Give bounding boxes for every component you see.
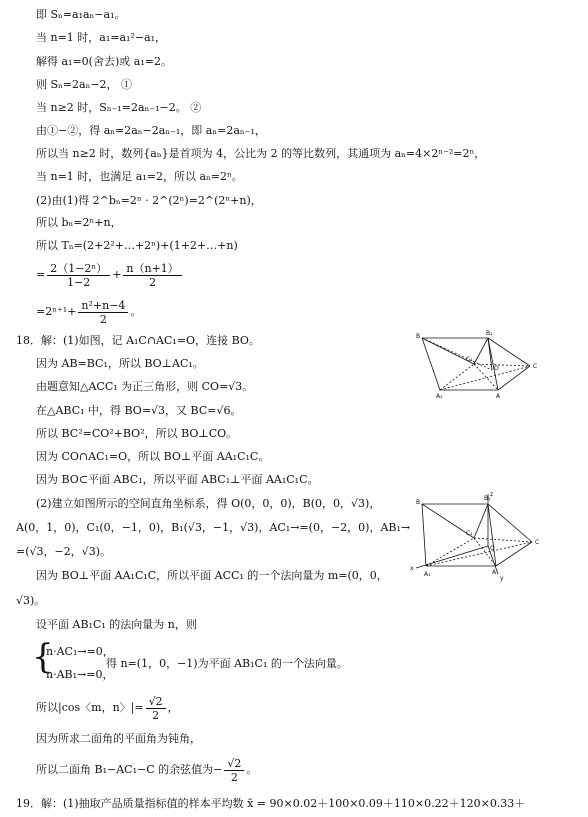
edge-b1-c [488,504,532,542]
axis-x [416,546,488,568]
vertex-label: O [490,545,495,552]
prism-figure-1 [410,328,550,400]
left-brace: { [32,637,54,677]
fraction-numerator: √2 [146,695,166,709]
text-line: 当 n≥2 时，Sₙ₋₁=2aₙ₋₁−2。 ② [36,101,202,114]
fraction-denominator: 1−2 [67,275,91,289]
axis-label: x [410,565,414,572]
formula-line [36,693,179,723]
vertex-label: B [416,333,421,340]
fraction-denominator: 2 [149,275,157,289]
equals-sign: = [36,268,46,281]
plus-sign: + [112,268,122,281]
equation-system-row: n·AB₁→=0， [46,668,114,681]
edge-b1-a [488,338,498,390]
equation-system-row: n·AC₁→=0， [46,645,114,658]
text-line: 由题意知△ACC₁ 为正三角形，则 CO=√3。 [36,380,254,393]
vertex-label: C₁ [466,356,473,363]
formula-line [36,260,184,290]
vertex-label: B₁ [486,330,493,337]
text-line: 即 Sₙ=a₁aₙ−a₁。 [36,8,126,21]
fraction-numerator: n²+n−4 [78,299,128,313]
vertex-label: C [533,363,538,370]
text-line: √3)。 [16,594,46,607]
text-line: 得 n=(1，0，−1)为平面 AB₁C₁ 的一个法向量。 [106,657,348,670]
text-line: 18．解：(1)如图，记 A₁C∩AC₁=O，连接 BO。 [16,334,260,347]
diag-a1-c [426,542,532,566]
fraction-numerator: n（n+1） [123,262,181,276]
vertex-label: B₁ [484,495,491,502]
vertex-label: B [416,499,421,506]
edge-a-c [496,542,532,566]
diag-a1-c [440,366,530,390]
axis-label: z [490,491,494,498]
text-line: =(√3，−2，√3)。 [16,545,112,558]
edge-a1-c1 [440,364,474,390]
fraction [47,262,110,289]
edge-a1-c1 [426,538,474,566]
text-line: (2)由(1)得 2^bₙ=2ⁿ · 2^(2ⁿ)=2^(2ⁿ+n)， [36,194,262,207]
fraction-denominator: 2 [99,312,107,326]
segment-b-o [422,338,492,370]
edge-b-a1 [422,504,426,566]
text-line: 因为 BO⊂平面 ABC₁，所以平面 ABC₁⊥平面 AA₁C₁C。 [36,473,319,486]
text-line: 所以当 n≥2 时，数列{aₙ}是首项为 4，公比为 2 的等比数列，其通项为 aₙ=4×2ⁿ⁻²=2ⁿ， [36,147,486,160]
text-line: 由①−②，得 aₙ=2aₙ−2aₙ₋₁，即 aₙ=2aₙ₋₁， [36,124,266,137]
fraction [224,757,244,784]
formula-text: ， [167,701,179,714]
fraction-numerator: √2 [224,757,244,771]
edge-c1-c [474,364,530,366]
formula-text: 所以二面角 B₁−AC₁−C 的余弦值为− [36,763,223,776]
fraction [146,695,166,722]
edge-b1-c [488,338,530,366]
fraction [78,299,128,326]
text-line: 所以 Tₙ=(2+2²+…+2ⁿ)+(1+2+…+n) [36,239,238,252]
text-line: 则 Sₙ=2aₙ−2， ① [36,78,133,91]
formula-text: =2ⁿ⁺¹+ [36,305,77,318]
vertex-label: A [496,393,501,400]
text-line: 因为所求二面角的平面角为钝角， [36,732,201,745]
formula-line [36,297,141,327]
text-line: 解得 a₁=0(舍去)或 a₁=2。 [36,55,172,68]
text-line: 19．解：(1)抽取产品质量指标值的样本平均数 x̄ = 90×0.02＋100×0.09＋110×0.22＋120×0.33＋ [16,797,526,810]
fraction-denominator: 2 [230,770,238,784]
vertex-label: A [492,569,497,576]
formula-text: 。 [130,305,142,318]
text-line: 在△ABC₁ 中，得 BO=√3，又 BC=√6。 [36,404,242,417]
formula-line [36,755,257,785]
fraction-denominator: 2 [152,708,160,722]
text-line: 因为 BO⊥平面 AA₁C₁C，所以平面 ACC₁ 的一个法向量为 m=(0，0， [36,569,388,582]
vertex-label: O [494,365,499,372]
text-line: 因为 AB=BC₁，所以 BO⊥AC₁。 [36,357,204,370]
fraction-numerator: 2（1−2ⁿ） [47,262,110,276]
vertex-label: C₁ [466,530,473,537]
text-line: 所以 bₙ=2ⁿ+n， [36,216,122,229]
edge-c1-c [474,538,532,542]
edge-a-c [498,366,530,390]
text-line: 因为 CO∩AC₁=O，所以 BO⊥平面 AA₁C₁C。 [36,450,270,463]
vertex-label: A₁ [424,571,431,578]
vertex-label: A₁ [436,393,443,400]
text-line: (2)建立如图所示的空间直角坐标系，得 O(0，0，0)，B(0，0，√3)， [36,497,381,510]
edge-b1-c1 [474,504,488,538]
text-line: 所以 BC²=CO²+BO²，所以 BO⊥CO。 [36,427,238,440]
formula-text: 。 [246,763,258,776]
edge-b1-c1 [474,338,488,364]
text-line: 当 n=1 时，也满足 a₁=2，所以 aₙ=2ⁿ。 [36,170,243,183]
text-line: A(0，1，0)，C₁(0，−1，0)，B₁(√3，−1，√3)，AC₁→=(0，−2，0)，AB₁→ [16,521,411,534]
vertex-label: C [535,539,540,546]
prism-figure-2 [406,490,554,582]
formula-text: 所以|cos〈m，n〉|= [36,701,144,714]
text-line: 当 n=1 时，a₁=a₁²−a₁， [36,31,167,44]
axis-label: y [500,575,504,582]
text-line: 设平面 AB₁C₁ 的法向量为 n，则 [36,618,197,631]
fraction [123,262,181,289]
